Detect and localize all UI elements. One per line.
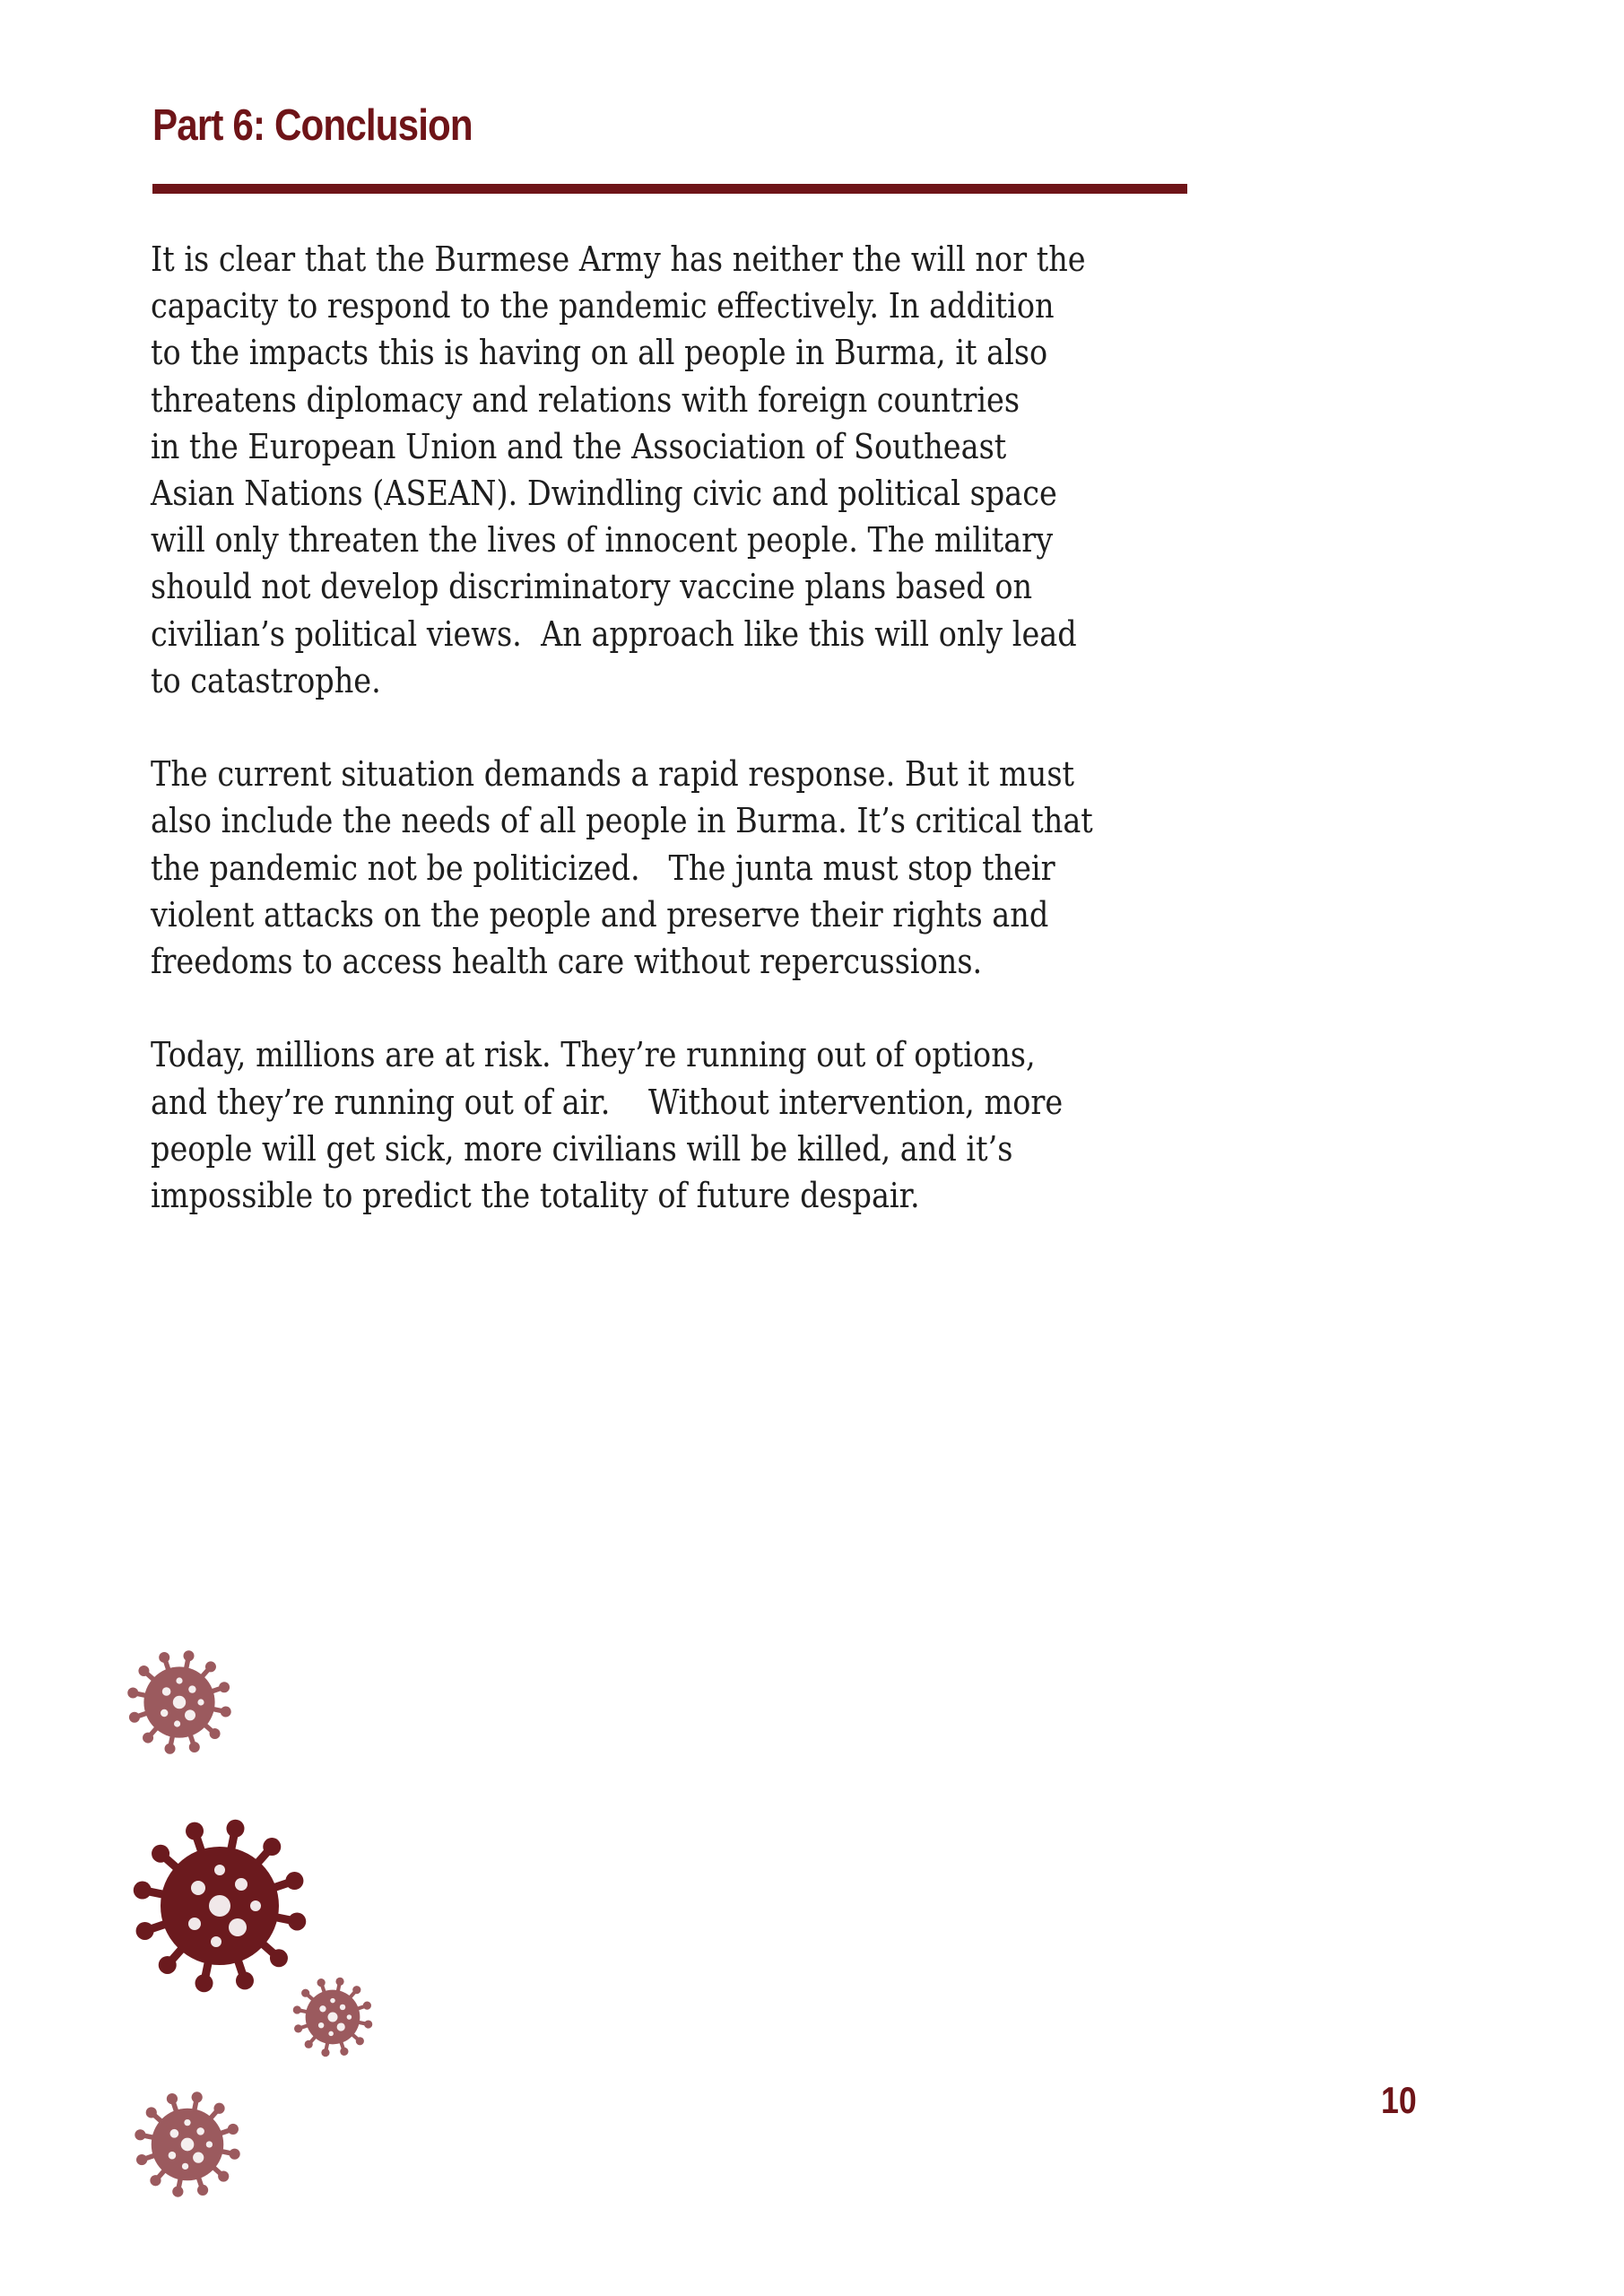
text-line: Today, millions are at risk. They’re running out of options, (151, 1035, 1036, 1076)
text-line: people will get sick, more civilians will be killed, and it’s (151, 1128, 1013, 1170)
page-number: 10 (1381, 2079, 1417, 2121)
text-line: will only threaten the lives of innocent people. The military (151, 520, 1054, 561)
body-text (151, 237, 1263, 1266)
text-line: capacity to respond to the pandemic effectively. In addition (151, 286, 1055, 327)
text-line: the pandemic not be politicized. The junta must stop their (151, 848, 1055, 889)
text-line: threatens diplomacy and relations with foreign countries (151, 379, 1020, 421)
text-line: Asian Nations (ASEAN). Dwindling civic and political space (151, 474, 1057, 515)
virus-icon (291, 1976, 374, 2058)
text-line: to the impacts this is having on all people in Burma, it also (151, 333, 1048, 374)
text-line: to catastrophe. (151, 660, 381, 701)
text-line: should not develop discriminatory vaccine plans based on (151, 567, 1033, 608)
heading-underline (152, 184, 1187, 194)
text-line: impossible to predict the totality of future despair. (151, 1176, 920, 1217)
text-line: It is clear that the Burmese Army has neither the will nor the (151, 239, 1086, 280)
text-line: and they’re running out of air. Without intervention, more (151, 1082, 1064, 1123)
virus-icon (130, 1816, 309, 1996)
paragraph-1 (151, 237, 1263, 705)
virus-icon (133, 2090, 242, 2199)
text-line: freedoms to access health care without repercussions. (151, 942, 983, 983)
paragraph-2 (151, 752, 1263, 986)
section-heading: Part 6: Conclusion (152, 101, 473, 150)
text-line: also include the needs of all people in Burma. It’s critical that (151, 801, 1093, 842)
paragraph-3 (151, 1032, 1263, 1220)
text-line: violent attacks on the people and preserve their rights and (151, 894, 1049, 935)
text-line: civilian’s political views. An approach like this will only lead (151, 613, 1077, 655)
text-line: The current situation demands a rapid response. But it must (151, 754, 1074, 796)
text-line: in the European Union and the Association of Southeast (151, 426, 1007, 467)
virus-icon (126, 1648, 233, 1756)
